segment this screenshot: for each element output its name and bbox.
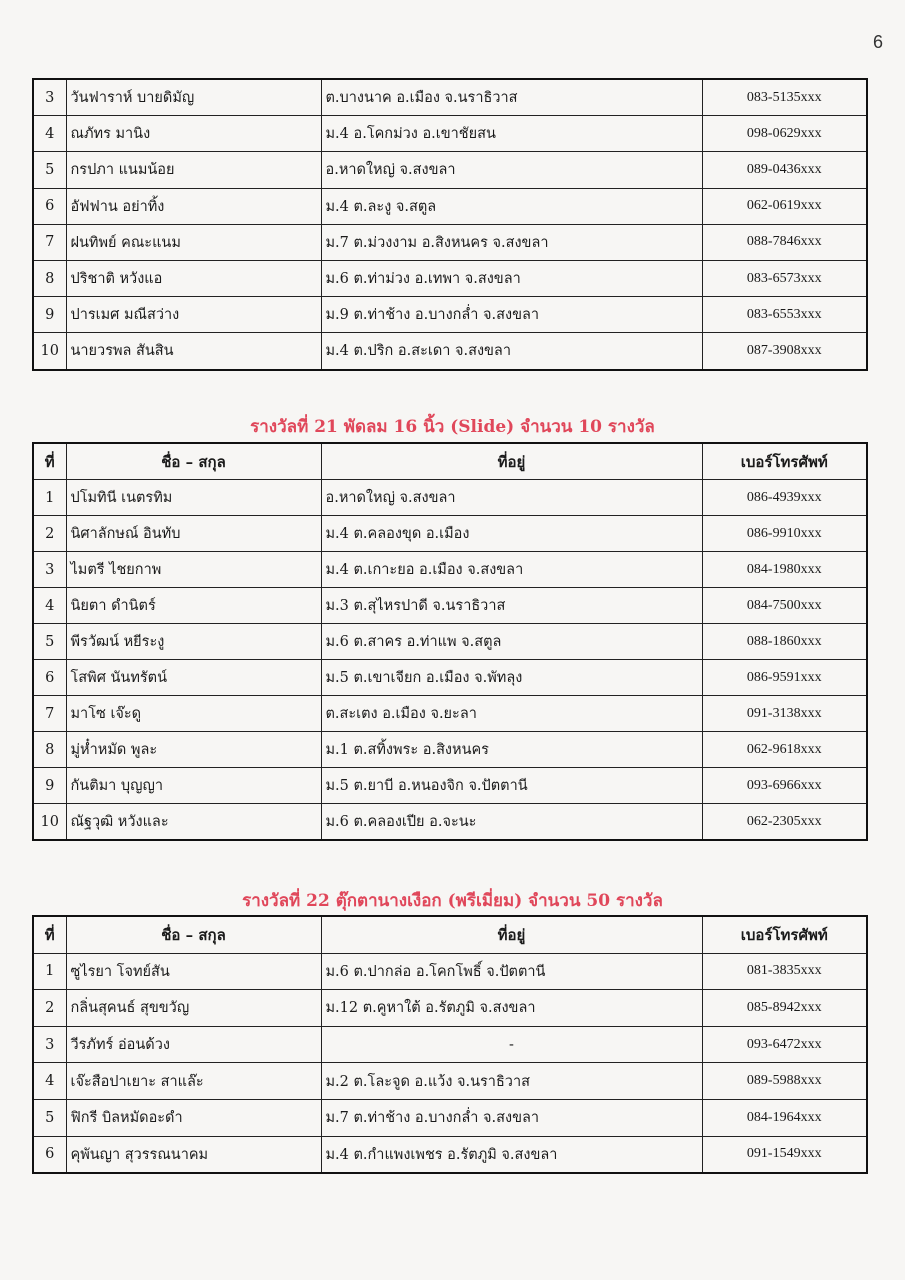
cell-phone: 091-1549xxx xyxy=(702,1136,867,1173)
cell-name: พีรวัฒน์ หยีระงู xyxy=(66,624,321,660)
cell-phone: 062-2305xxx xyxy=(702,804,867,841)
cell-no: 5 xyxy=(33,1099,66,1136)
cell-phone: 084-1964xxx xyxy=(702,1099,867,1136)
section-21-title: รางวัลที่ 21 พัดลม 16 นิ้ว (Slide) จำนวน 10 รางวัล xyxy=(250,417,655,437)
cell-name: ฟิกรี บิลหมัดอะดำ xyxy=(66,1099,321,1136)
cell-phone: 087-3908xxx xyxy=(702,333,867,370)
table-header-row xyxy=(33,916,867,953)
cell-name: กันติมา บุญญา xyxy=(66,768,321,804)
cell-phone: 089-0436xxx xyxy=(702,152,867,188)
table-row xyxy=(33,624,867,660)
cell-name: เจ๊ะสือปาเยาะ สาแล๊ะ xyxy=(66,1063,321,1100)
table-row xyxy=(33,1063,867,1100)
table-row xyxy=(33,1026,867,1063)
cell-name: วันฟาราห์ บายดิมัญ xyxy=(66,79,321,116)
table-row xyxy=(33,260,867,296)
cell-name: วีรภัทร์ อ่อนด้วง xyxy=(66,1026,321,1063)
cell-address: ม.4 ต.ปริก อ.สะเดา จ.สงขลา xyxy=(321,333,702,370)
section-22-title: รางวัลที่ 22 ตุ๊กตานางเงือก (พรีเมี่ยม) จำนวน 50 รางวัล xyxy=(242,891,663,911)
cell-address: ม.7 ต.ท่าช้าง อ.บางกล่ำ จ.สงขลา xyxy=(321,1099,702,1136)
cell-no: 4 xyxy=(33,588,66,624)
cell-name: ปารเมศ มณีสว่าง xyxy=(66,297,321,333)
winners-table-prize-22 xyxy=(32,915,868,1174)
cell-no: 8 xyxy=(33,732,66,768)
table-row xyxy=(33,516,867,552)
table-row xyxy=(33,552,867,588)
table-row xyxy=(33,480,867,516)
cell-name: ณภัทร มานิง xyxy=(66,116,321,152)
cell-phone: 098-0629xxx xyxy=(702,116,867,152)
cell-phone: 093-6472xxx xyxy=(702,1026,867,1063)
cell-name: นิยตา ดำนิตร์ xyxy=(66,588,321,624)
cell-no: 9 xyxy=(33,297,66,333)
cell-phone: 088-1860xxx xyxy=(702,624,867,660)
table-row xyxy=(33,116,867,152)
cell-address: ม.4 ต.เกาะยอ อ.เมือง จ.สงขลา xyxy=(321,552,702,588)
table-row xyxy=(33,804,867,841)
cell-address: ม.7 ต.ม่วงงาม อ.สิงหนคร จ.สงขลา xyxy=(321,224,702,260)
winners-table-continued xyxy=(32,78,868,371)
cell-phone: 084-1980xxx xyxy=(702,552,867,588)
cell-name: มู่ห๋ำหมัด พูละ xyxy=(66,732,321,768)
cell-address: ม.4 ต.คลองขุด อ.เมือง xyxy=(321,516,702,552)
cell-name: ไมตรี ไชยกาพ xyxy=(66,552,321,588)
cell-phone: 086-9910xxx xyxy=(702,516,867,552)
cell-phone: 093-6966xxx xyxy=(702,768,867,804)
cell-name: นิศาลักษณ์ อินทับ xyxy=(66,516,321,552)
cell-no: 10 xyxy=(33,333,66,370)
header-no: ที่ xyxy=(33,916,66,953)
cell-no: 7 xyxy=(33,224,66,260)
table-header-row xyxy=(33,443,867,480)
cell-no: 10 xyxy=(33,804,66,841)
cell-phone: 086-4939xxx xyxy=(702,480,867,516)
table-row xyxy=(33,953,867,990)
header-phone: เบอร์โทรศัพท์ xyxy=(702,443,867,480)
table-row xyxy=(33,188,867,224)
cell-no: 6 xyxy=(33,660,66,696)
cell-no: 2 xyxy=(33,990,66,1027)
cell-phone: 081-3835xxx xyxy=(702,953,867,990)
cell-address: ต.บางนาค อ.เมือง จ.นราธิวาส xyxy=(321,79,702,116)
cell-phone: 062-0619xxx xyxy=(702,188,867,224)
table-row xyxy=(33,696,867,732)
cell-address: ม.6 ต.ปากล่อ อ.โคกโพธิ์ จ.ปัตตานี xyxy=(321,953,702,990)
cell-name: ซูไรยา โจทย์สัน xyxy=(66,953,321,990)
cell-name: มาโซ เจ๊ะดู xyxy=(66,696,321,732)
winners-table-prize-21 xyxy=(32,442,868,841)
cell-phone: 083-6553xxx xyxy=(702,297,867,333)
table-row xyxy=(33,1099,867,1136)
cell-address: ต.สะเตง อ.เมือง จ.ยะลา xyxy=(321,696,702,732)
cell-no: 1 xyxy=(33,953,66,990)
cell-address: ม.6 ต.สาคร อ.ท่าแพ จ.สตูล xyxy=(321,624,702,660)
cell-no: 2 xyxy=(33,516,66,552)
cell-name: อัฟฟาน อย่าทิ้ง xyxy=(66,188,321,224)
cell-no: 5 xyxy=(33,152,66,188)
table-row xyxy=(33,588,867,624)
cell-no: 3 xyxy=(33,1026,66,1063)
cell-phone: 083-5135xxx xyxy=(702,79,867,116)
cell-address: ม.4 อ.โคกม่วง อ.เขาชัยสน xyxy=(321,116,702,152)
cell-address: - xyxy=(321,1026,702,1063)
table-row xyxy=(33,224,867,260)
header-name: ชื่อ – สกุล xyxy=(66,916,321,953)
cell-no: 7 xyxy=(33,696,66,732)
cell-name: กรปภา แนมน้อย xyxy=(66,152,321,188)
cell-address: ม.9 ต.ท่าช้าง อ.บางกล่ำ จ.สงขลา xyxy=(321,297,702,333)
cell-no: 9 xyxy=(33,768,66,804)
table-row xyxy=(33,297,867,333)
cell-no: 4 xyxy=(33,116,66,152)
cell-no: 6 xyxy=(33,1136,66,1173)
page-number: 6 xyxy=(872,32,883,52)
cell-address: ม.4 ต.ละงู จ.สตูล xyxy=(321,188,702,224)
cell-name: ฝนทิพย์ คณะแนม xyxy=(66,224,321,260)
cell-address: ม.5 ต.เขาเจียก อ.เมือง จ.พัทลุง xyxy=(321,660,702,696)
cell-no: 3 xyxy=(33,79,66,116)
table-row xyxy=(33,732,867,768)
cell-no: 3 xyxy=(33,552,66,588)
table-body xyxy=(33,953,867,1173)
cell-address: ม.12 ต.คูหาใต้ อ.รัตภูมิ จ.สงขลา xyxy=(321,990,702,1027)
cell-phone: 091-3138xxx xyxy=(702,696,867,732)
cell-phone: 086-9591xxx xyxy=(702,660,867,696)
table-row xyxy=(33,660,867,696)
cell-phone: 089-5988xxx xyxy=(702,1063,867,1100)
header-no: ที่ xyxy=(33,443,66,480)
table-row xyxy=(33,990,867,1027)
cell-address: ม.5 ต.ยาบี อ.หนองจิก จ.ปัตตานี xyxy=(321,768,702,804)
cell-address: ม.6 ต.ท่าม่วง อ.เทพา จ.สงขลา xyxy=(321,260,702,296)
cell-no: 4 xyxy=(33,1063,66,1100)
cell-no: 5 xyxy=(33,624,66,660)
cell-address: อ.หาดใหญ่ จ.สงขลา xyxy=(321,480,702,516)
header-address: ที่อยู่ xyxy=(321,916,702,953)
cell-no: 8 xyxy=(33,260,66,296)
cell-name: ปโมทินี เนตรทิม xyxy=(66,480,321,516)
cell-phone: 088-7846xxx xyxy=(702,224,867,260)
cell-address: ม.1 ต.สทิ้งพระ อ.สิงหนคร xyxy=(321,732,702,768)
cell-name: นายวรพล สันสิน xyxy=(66,333,321,370)
cell-address: ม.2 ต.โละจูด อ.แว้ง จ.นราธิวาส xyxy=(321,1063,702,1100)
cell-phone: 085-8942xxx xyxy=(702,990,867,1027)
cell-no: 6 xyxy=(33,188,66,224)
table-body xyxy=(33,79,867,370)
table-row xyxy=(33,152,867,188)
cell-name: ปริชาติ หวังแอ xyxy=(66,260,321,296)
cell-name: คุพันญา สุวรรณนาคม xyxy=(66,1136,321,1173)
cell-phone: 084-7500xxx xyxy=(702,588,867,624)
table-row xyxy=(33,1136,867,1173)
cell-name: โสพิศ นันทรัตน์ xyxy=(66,660,321,696)
cell-address: อ.หาดใหญ่ จ.สงขลา xyxy=(321,152,702,188)
table-row xyxy=(33,768,867,804)
cell-phone: 062-9618xxx xyxy=(702,732,867,768)
cell-phone: 083-6573xxx xyxy=(702,260,867,296)
header-address: ที่อยู่ xyxy=(321,443,702,480)
header-name: ชื่อ – สกุล xyxy=(66,443,321,480)
cell-no: 1 xyxy=(33,480,66,516)
cell-address: ม.6 ต.คลองเปีย อ.จะนะ xyxy=(321,804,702,841)
table-row xyxy=(33,333,867,370)
cell-name: กลิ่นสุคนธ์ สุขขวัญ xyxy=(66,990,321,1027)
table-row xyxy=(33,79,867,116)
header-phone: เบอร์โทรศัพท์ xyxy=(702,916,867,953)
table-body xyxy=(33,480,867,841)
cell-address: ม.4 ต.กำแพงเพชร อ.รัตภูมิ จ.สงขลา xyxy=(321,1136,702,1173)
cell-name: ณัฐวุฒิ หวังและ xyxy=(66,804,321,841)
cell-address: ม.3 ต.สุไหรปาดี จ.นราธิวาส xyxy=(321,588,702,624)
